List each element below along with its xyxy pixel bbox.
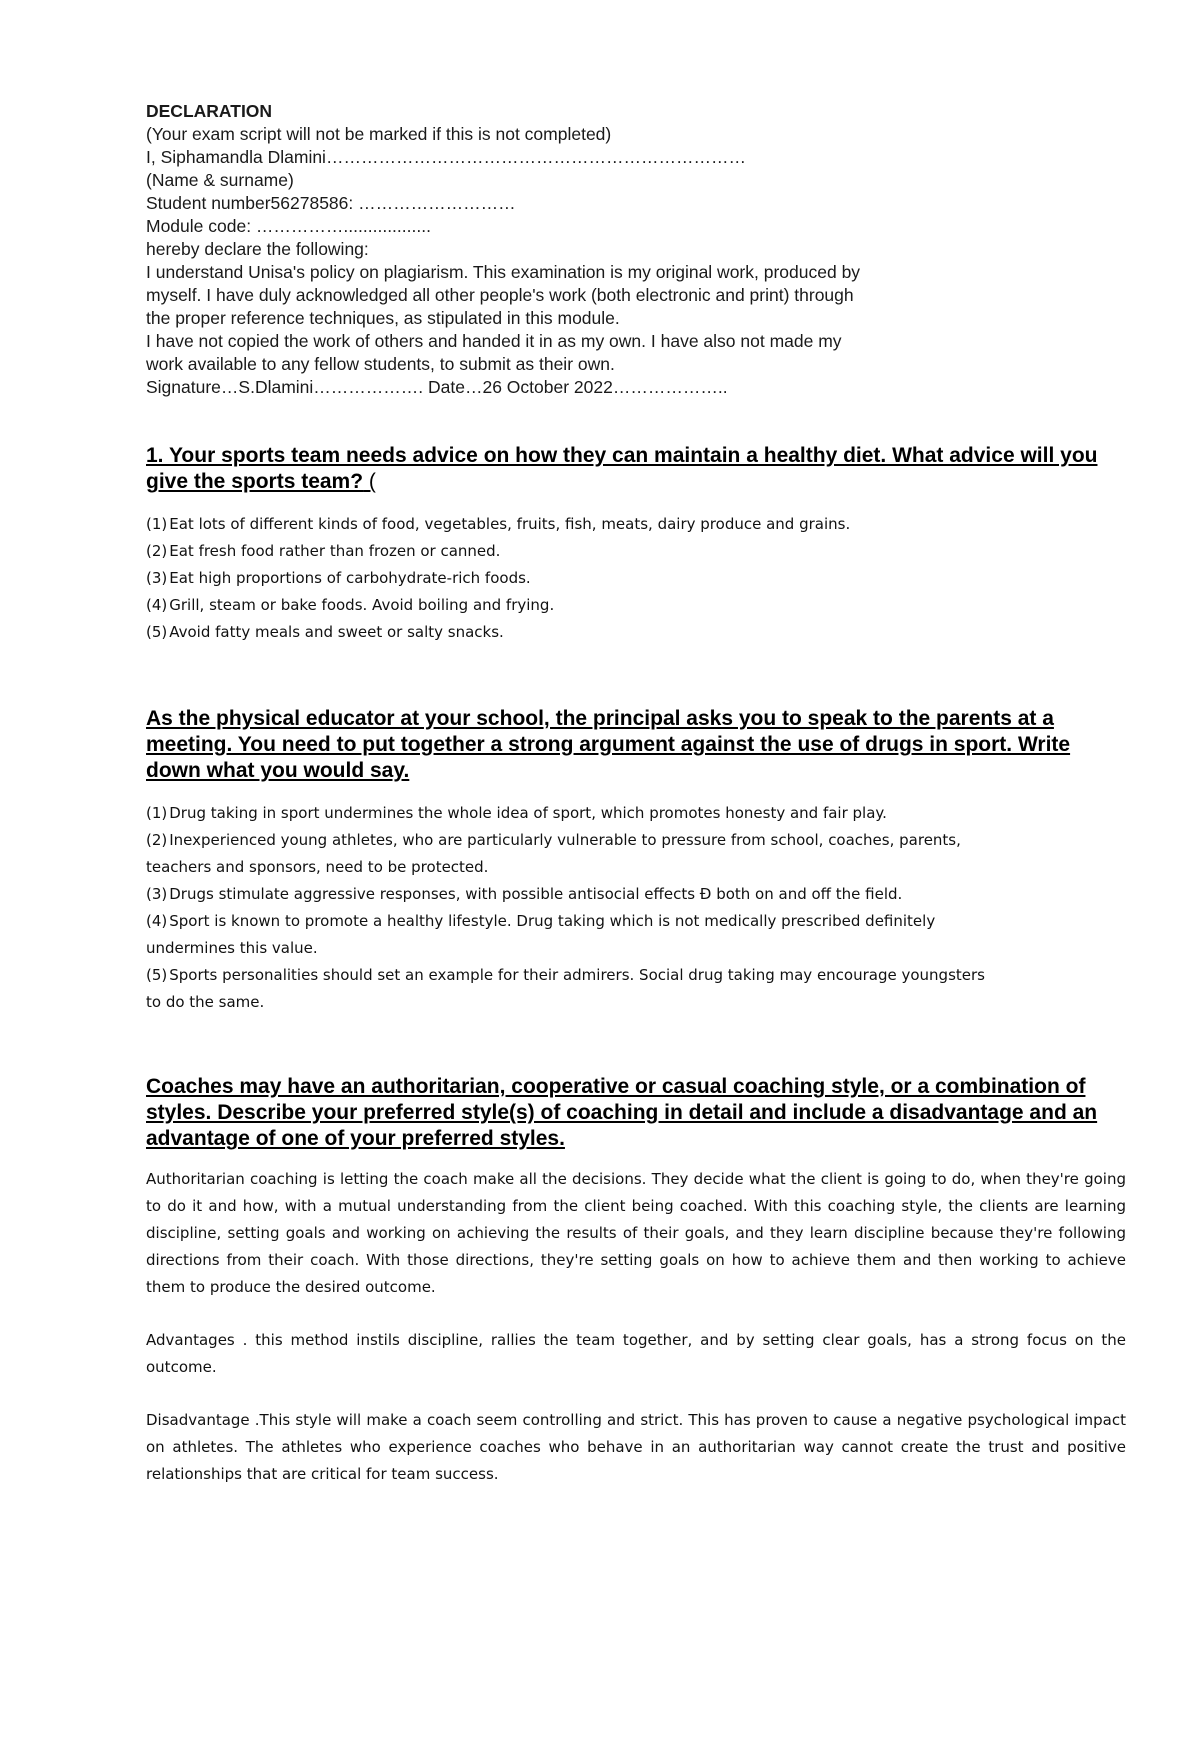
item-number: (1) <box>146 515 168 533</box>
item-text: Drugs stimulate aggressive responses, with possible antisocial effects Ð both on and off the field. <box>169 885 903 903</box>
item-text: Eat lots of different kinds of food, vegetables, fruits, fish, meats, dairy produce and grains. <box>169 515 851 533</box>
item-text: Eat high proportions of carbohydrate-rich foods. <box>169 569 531 587</box>
advantages-paragraph: Advantages . this method instils discipline, rallies the team together, and by setting clear goals, has a strong focus on the outcome. <box>146 1331 1126 1376</box>
list-item <box>146 827 986 881</box>
list-item <box>146 538 1126 565</box>
item-number: (1) <box>146 804 168 822</box>
item-text: Grill, steam or bake foods. Avoid boiling and frying. <box>169 596 555 614</box>
item-text: Inexperienced young athletes, who are particularly vulnerable to pressure from school, coaches, parents, teachers and sponsors, need to be protected. <box>146 831 961 876</box>
item-text: Eat fresh food rather than frozen or canned. <box>169 542 501 560</box>
declaration-line: hereby declare the following: <box>146 239 369 259</box>
item-number: (4) <box>146 912 168 930</box>
question-2-answer-list <box>146 800 986 1016</box>
item-text: Drug taking in sport undermines the whole idea of sport, which promotes honesty and fair play. <box>169 804 887 822</box>
list-item <box>146 619 1126 646</box>
declaration-line: (Name & surname) <box>146 170 294 190</box>
declaration-signature-line: Signature…S.Dlamini………………. Date…26 October 2022……………….. <box>146 377 728 397</box>
item-number: (5) <box>146 966 168 984</box>
declaration-block <box>146 100 1126 399</box>
list-item <box>146 800 986 827</box>
declaration-line: work available to any fellow students, to submit as their own. <box>146 354 615 374</box>
declaration-line: the proper reference techniques, as stipulated in this module. <box>146 308 620 328</box>
question-1-heading <box>146 443 1126 495</box>
list-item <box>146 962 986 1016</box>
item-number: (3) <box>146 569 168 587</box>
declaration-line: I have not copied the work of others and handed it in as my own. I have also not made my <box>146 331 842 351</box>
declaration-line: myself. I have duly acknowledged all other people's work (both electronic and print) through <box>146 285 854 305</box>
question-1-text: 1. Your sports team needs advice on how they can maintain a healthy diet. What advice will you give the sports team? <box>146 444 1098 493</box>
item-number: (2) <box>146 542 168 560</box>
declaration-title: DECLARATION <box>146 101 273 121</box>
declaration-line: (Your exam script will not be marked if this is not completed) <box>146 124 612 144</box>
item-text: Sport is known to promote a healthy lifestyle. Drug taking which is not medically prescribed definitely undermines this value. <box>146 912 936 957</box>
declaration-line: I, Siphamandla Dlamini……………………………………………………………… <box>146 147 746 167</box>
disadvantage-paragraph: Disadvantage .This style will make a coach seem controlling and strict. This has proven to cause a negative psychological impact on athletes. The athletes who experience coaches who behave in an authoritarian way cannot create the trust and positive relationships that are critical for team success. <box>146 1411 1126 1483</box>
item-number: (2) <box>146 831 168 849</box>
list-item <box>146 908 986 962</box>
question-1-answer-list <box>146 511 1126 646</box>
declaration-line: I understand Unisa's policy on plagiarism. This examination is my original work, produced by <box>146 262 861 282</box>
question-2-heading: As the physical educator at your school, the principal asks you to speak to the parents at a meeting. You need to put together a strong argument against the use of drugs in sport. Write down what you would say. <box>146 707 1071 782</box>
item-number: (4) <box>146 596 168 614</box>
list-item <box>146 565 1126 592</box>
question-1-tail: ( <box>363 470 376 493</box>
list-item <box>146 881 986 908</box>
declaration-line: Student number56278586: ……………………… <box>146 193 516 213</box>
question-3-heading: Coaches may have an authoritarian, cooperative or casual coaching style, or a combination of styles. Describe your preferred style(s) of coaching in detail and include a disadvantage and an advantage of one of your preferred styles. <box>146 1075 1098 1150</box>
list-item <box>146 511 1126 538</box>
list-item <box>146 592 1126 619</box>
item-number: (5) <box>146 623 168 641</box>
declaration-line: Module code: …………….................. <box>146 216 431 236</box>
document-page <box>146 100 1126 1488</box>
item-number: (3) <box>146 885 168 903</box>
answer-paragraph: Authoritarian coaching is letting the coach make all the decisions. They decide what the client is going to do, when they're going to do it and how, with a mutual understanding from the client being coached. With this coaching style, the clients are learning discipline, setting goals and working on achieving the results of their goals, and they learn discipline because they're following directions from their coach. With those directions, they're setting goals on how to achieve them and then working to achieve them to produce the desired outcome. <box>146 1170 1126 1296</box>
item-text: Sports personalities should set an example for their admirers. Social drug taking may encourage youngsters to do the same. <box>146 966 985 1011</box>
item-text: Avoid fatty meals and sweet or salty snacks. <box>169 623 504 641</box>
